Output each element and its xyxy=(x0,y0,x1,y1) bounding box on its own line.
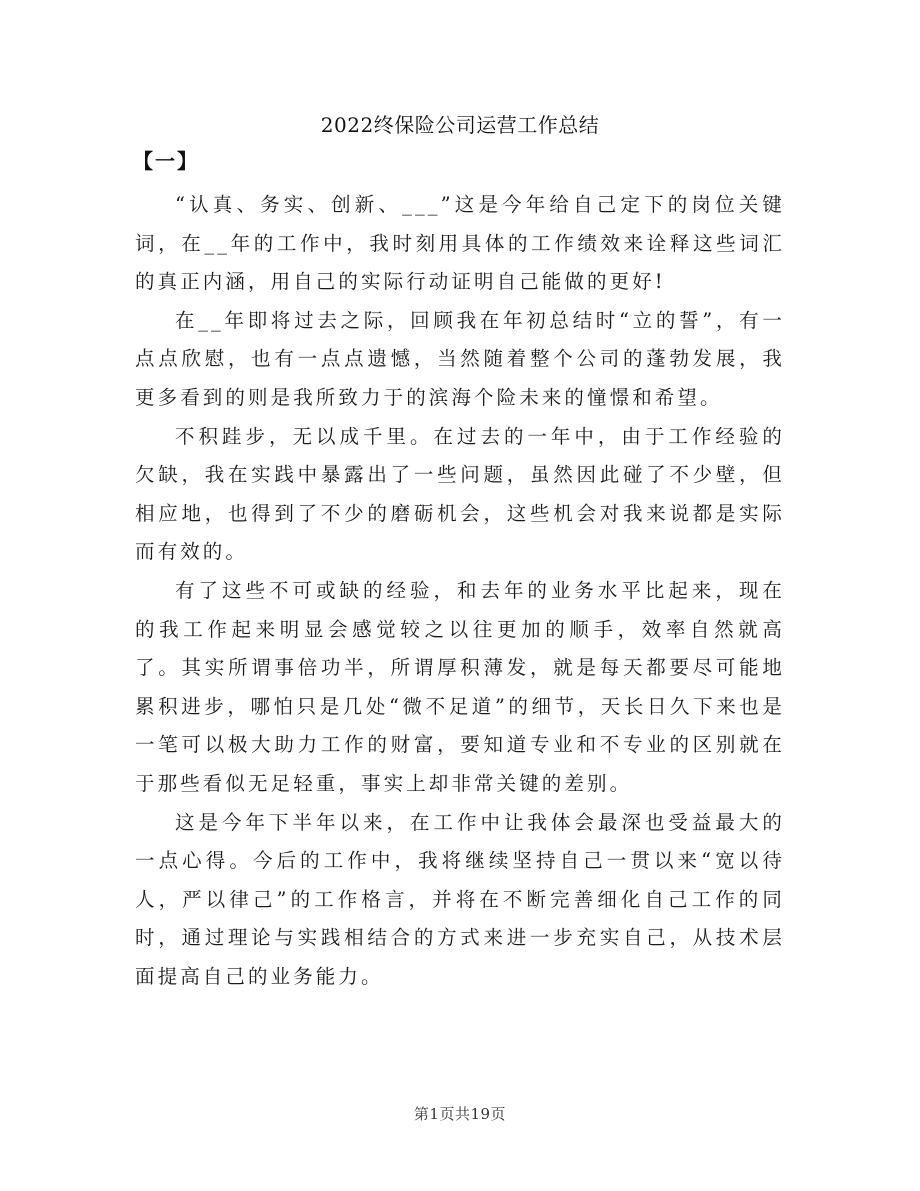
paragraph: 有了这些不可或缺的经验，和去年的业务水平比起来，现在的我工作起来明显会感觉较之以往更加的顺手，效率自然就高了。其实所谓事倍功半，所谓厚积薄发，就是每天都要尽可能地累积进步，哪怕只是几处“微不足道”的细节，天长日久下来也是一笔可以极大助力工作的财富，要知道专业和不专业的区别就在于那些看似无足轻重，事实上却非常关键的差别。 xyxy=(135,578,785,795)
document-body xyxy=(135,186,785,996)
paragraph: 不积跬步，无以成千里。在过去的一年中，由于工作经验的欠缺，我在实践中暴露出了一些问题，虽然因此碰了不少壁，但相应地，也得到了不少的磨砺机会，这些机会对我来说都是实际而有效的。 xyxy=(135,424,785,564)
paragraph: 在__年即将过去之际，回顾我在年初总结时“立的誓”，有一点点欣慰，也有一点点遗憾，当然随着整个公司的蓬勃发展，我更多看到的则是我所致力于的滨海个险未来的憧憬和希望。 xyxy=(135,308,785,409)
page-footer: 第1页共19页 xyxy=(413,1105,507,1123)
document-title: 2022终保险公司运营工作总结 xyxy=(320,113,600,137)
paragraph: “认真、务实、创新、___”这是今年给自己定下的岗位关键词，在__年的工作中，我时刻用具体的工作绩效来诠释这些词汇的真正内涵，用自己的实际行动证明自己能做的更好! xyxy=(135,193,785,294)
paragraph: 这是今年下半年以来，在工作中让我体会最深也受益最大的一点心得。今后的工作中，我将继续坚持自己一贯以来“宽以待人，严以律己”的工作格言，并将在不断完善细化自己工作的同时，通过理论与实践相结合的方式来进一步充实自己，从技术层面提高自己的业务能力。 xyxy=(135,810,785,988)
section-label: 【一】 xyxy=(133,149,199,173)
